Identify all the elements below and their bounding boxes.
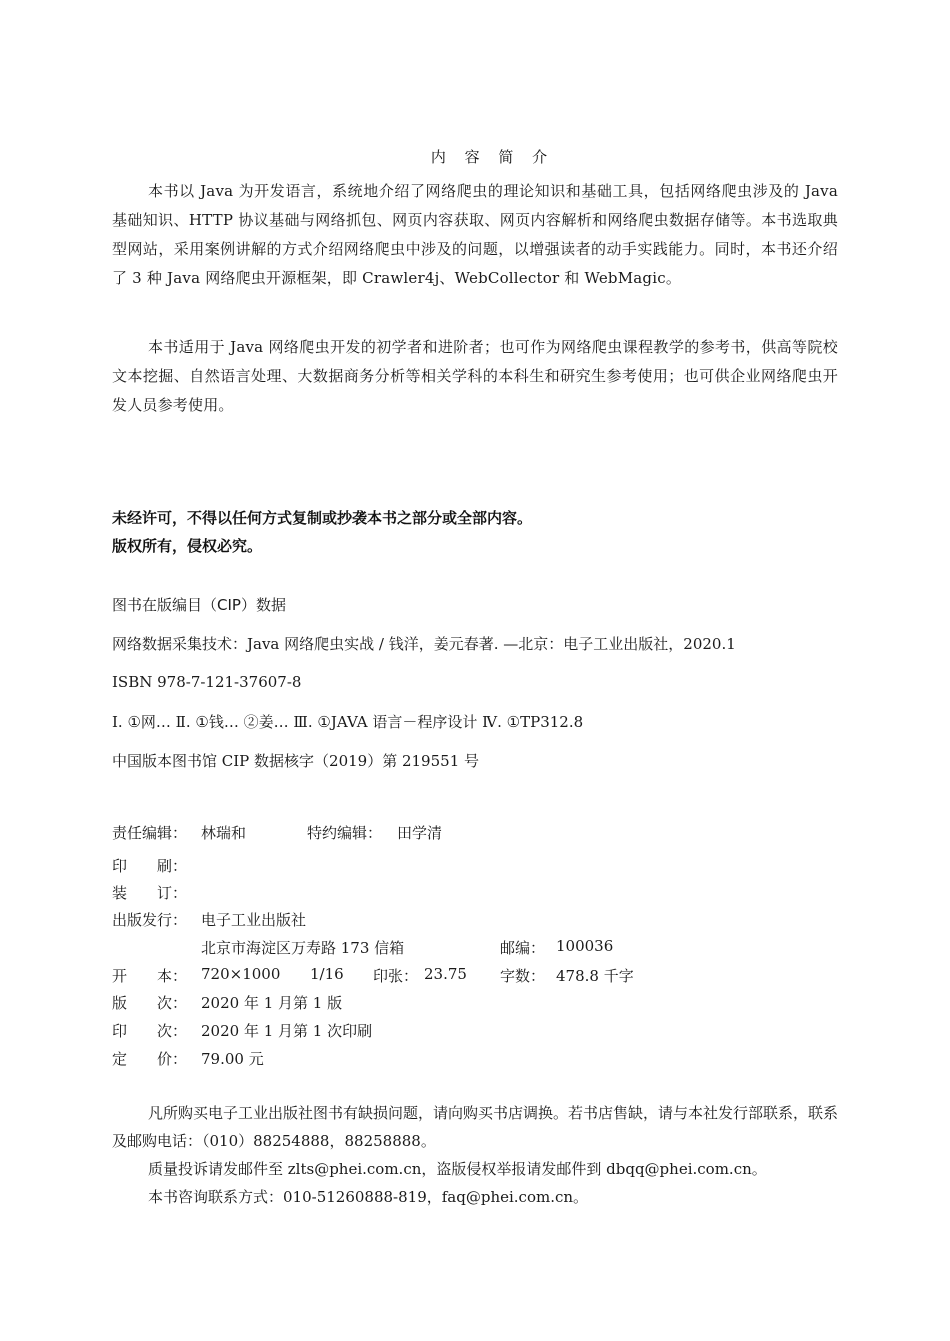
words-label: 字数： — [500, 967, 546, 985]
rights-reserved-notice: 版权所有，侵权必究。 — [112, 537, 263, 555]
footer-notes — [112, 1099, 838, 1211]
format-value: 720×1000 — [201, 965, 281, 983]
binding-label: 装 订： — [112, 884, 188, 902]
publisher-address: 北京市海淀区万寿路 173 信箱 — [201, 939, 405, 957]
postcode-label: 邮编： — [500, 939, 546, 957]
cip-record: 网络数据采集技术：Java 网络爬虫实战 / 钱洋，姜元春著. —北京：电子工业出版社，2020.1 — [112, 635, 736, 653]
footer-complaint-email: 质量投诉请发邮件至 zlts@phei.com.cn，盗版侵权举报请发邮件到 dbqq@phei.com.cn。 — [148, 1160, 767, 1178]
printing-value: 2020 年 1 月第 1 次印刷 — [201, 1022, 373, 1040]
price-value: 79.00 元 — [201, 1050, 264, 1068]
copyright-notice: 未经许可，不得以任何方式复制或抄袭本书之部分或全部内容。 — [112, 509, 533, 527]
cip-library-number: 中国版本图书馆 CIP 数据核字（2019）第 219551 号 — [112, 752, 480, 770]
print-label: 印 刷： — [112, 857, 188, 875]
summary-title: 内 容 简 介 — [430, 148, 555, 166]
editor-label: 责任编辑： — [112, 824, 188, 842]
summary-paragraph-1: 本书以 Java 为开发语言，系统地介绍了网络爬虫的理论知识和基础工具，包括网络爬虫涉及的 Java 基础知识、HTTP 协议基础与网络抓包、网页内容获取、网页内容解析和网络爬虫数据存储等。本书选取典型网站，采用案例讲解的方式介绍网络爬虫中涉及的问题，以增强读者的动手实践能力。同时，本书还介绍了 3 种 Java 网络爬虫开源框架，即 Crawler4j、WebCollector 和 WebMagic。 — [112, 182, 838, 287]
cip-classification: Ⅰ. ①网… Ⅱ. ①钱… ②姜… Ⅲ. ①JAVA 语言－程序设计 Ⅳ. ①TP312.8 — [112, 713, 584, 731]
publisher-name: 电子工业出版社 — [201, 911, 307, 929]
editor-name: 林瑞和 — [201, 824, 247, 842]
format-label: 开 本： — [112, 967, 188, 985]
special-editor-name: 田学清 — [397, 824, 443, 842]
special-editor-label: 特约编辑： — [307, 824, 383, 842]
edition-value: 2020 年 1 月第 1 版 — [201, 994, 343, 1012]
cip-isbn: ISBN 978-7-121-37607-8 — [112, 673, 302, 691]
fold-value: 1/16 — [310, 965, 344, 983]
summary-paragraph-2: 本书适用于 Java 网络爬虫开发的初学者和进阶者；也可作为网络爬虫课程教学的参考书，供高等院校文本挖掘、自然语言处理、大数据商务分析等相关学科的本科生和研究生参考使用；也可供企业网络爬虫开发人员参考使用。 — [112, 338, 838, 414]
publisher-label: 出版发行： — [112, 911, 188, 929]
printing-label: 印 次： — [112, 1022, 188, 1040]
cip-heading: 图书在版编目（CIP）数据 — [112, 596, 286, 614]
footer-return-policy: 凡所购买电子工业出版社图书有缺损问题，请向购买书店调换。若书店售缺，请与本社发行部联系，联系及邮购电话：（010）88254888，88258888。 — [112, 1104, 839, 1150]
words-value: 478.8 千字 — [556, 967, 634, 985]
price-label: 定 价： — [112, 1050, 188, 1068]
sheets-value: 23.75 — [424, 965, 467, 983]
sheets-label: 印张： — [373, 967, 419, 985]
footer-inquiry-contact: 本书咨询联系方式：010-51260888-819，faq@phei.com.cn。 — [148, 1188, 589, 1206]
postcode-value: 100036 — [556, 937, 614, 955]
edition-label: 版 次： — [112, 994, 188, 1012]
